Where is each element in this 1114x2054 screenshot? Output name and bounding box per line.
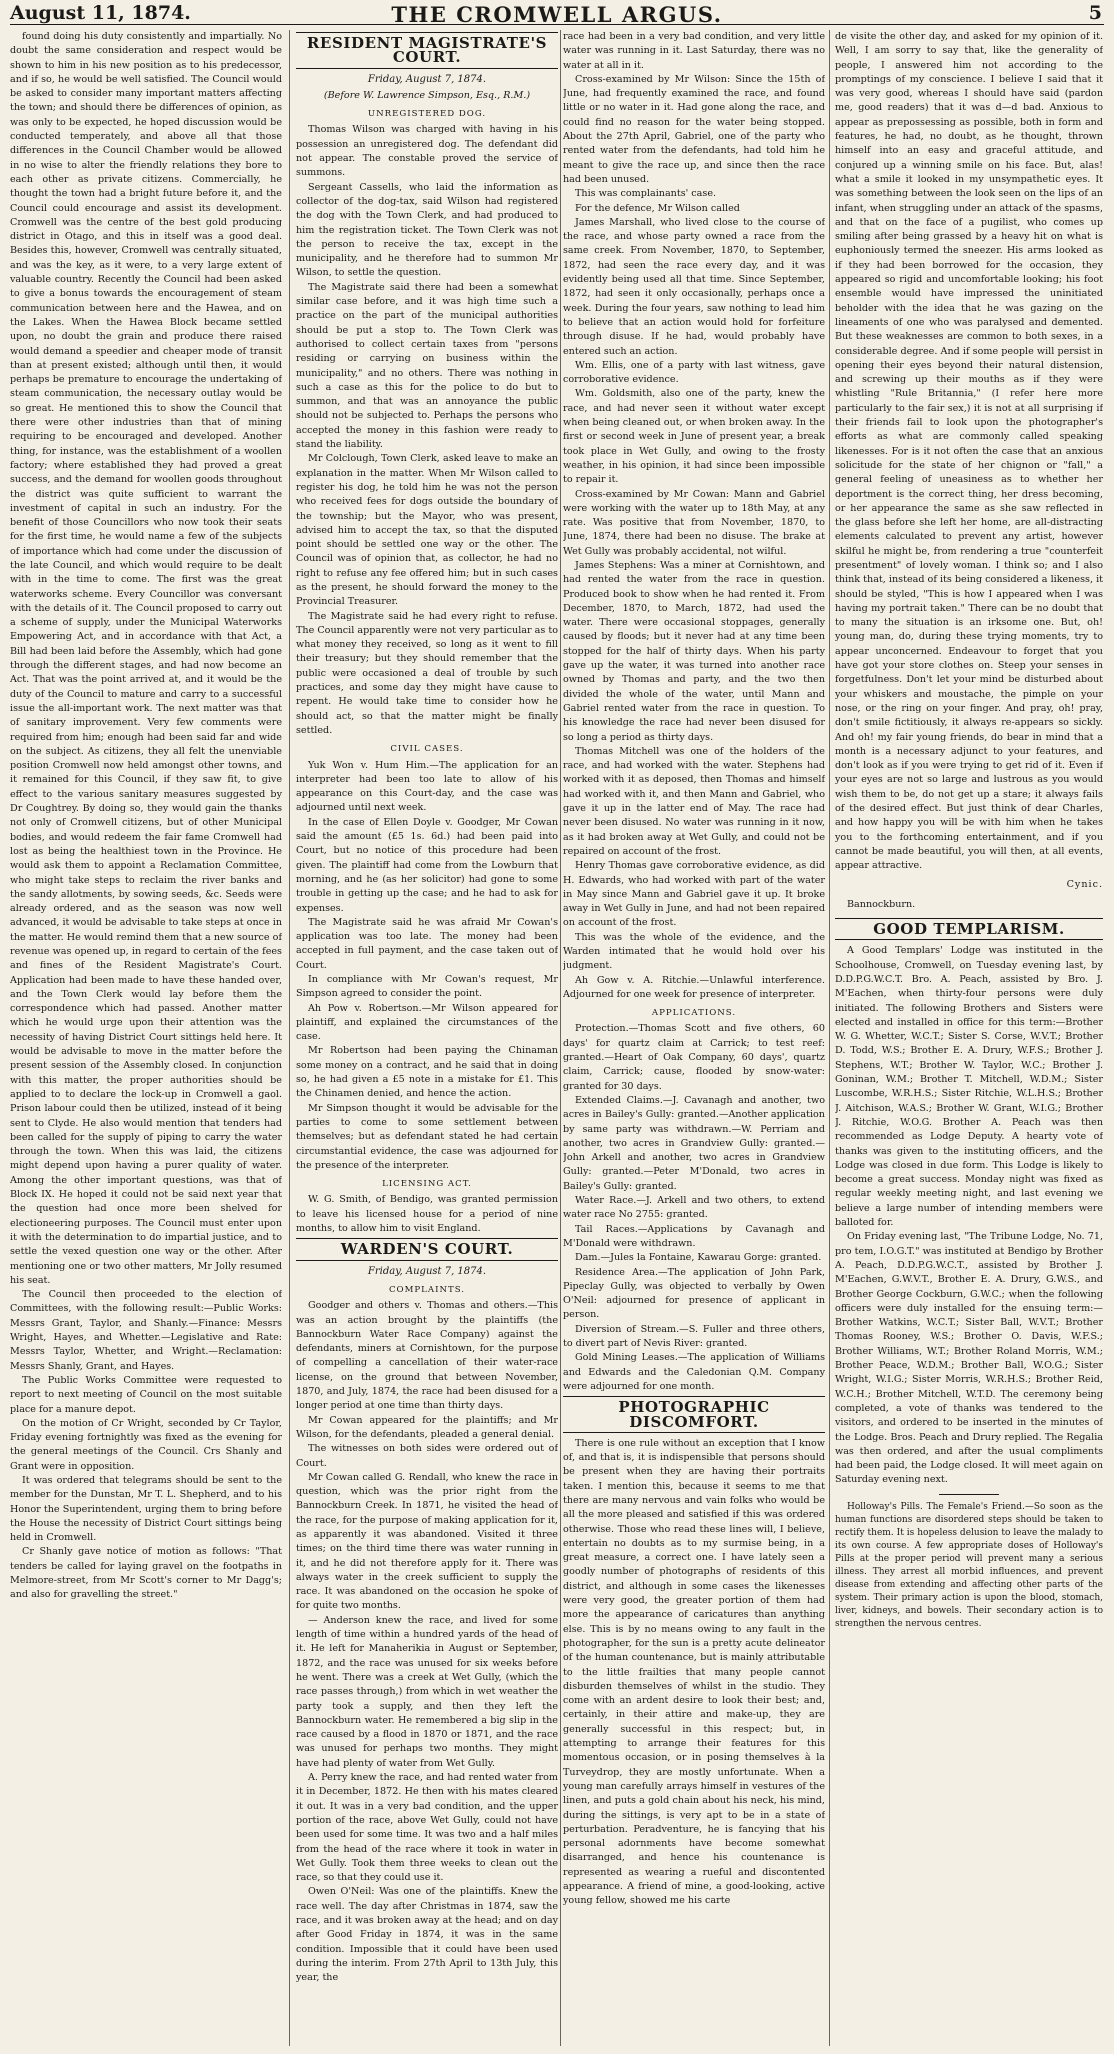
paragraph: On Friday evening last, "The Tribune Lodge, No. 71, pro tem, I.O.G.T." was instituted at Bendigo by Brother A. Peach, D.D.P.G.W.C.T., assisted by Brother J. M'Eachen, G.W.V.T., Brother E. A. Drury, G.W.S., and Brother George Cockburn, G.W.C.; when the following officers were duly installed for the ensuing term:—Brother Watkins, W.C.T.; Sister Ball, W.V.T.; Brother Thomas Rooney, W.S.; Brother O. Davis, W.F.S.; Brother Williams, W.T.; Brother Roland Morris, W.M.; Brother Peace, W.D.M.; Brother Ball, W.O.G.; Sister Wright, W.I.G.; Sister Morris, W.R.H.S.; Brother Reid, W.C.H.; Brother Mitchell, W.T.D. The ceremony being completed, a vote of thanks was tendered to the visitors, and ordered to be inserted in the minutes of the Lodge. Bros. Peach and Drury replied. The Regalia was then ordered, and after the usual compliments had been paid, the Lodge closed. It will meet again on Saturday evening next. [835,1231,1103,1486]
paragraph: Yuk Won v. Hum Him.—The application for an interpreter had been too late to allow of his appearance on this Court-day, and the case was adjourned until next week. [296,759,558,814]
paragraph: Extended Claims.—J. Cavanagh and another, two acres in Bailey's Gully: granted.—Another application by same party was withdrawn.—W. Perriam and another, two acres in Grandview Gully: granted.—John Arkell and another, two acres in Grandview Gully: granted.—Peter M'Donald, two acres in Bailey's Gully: granted. [563,1094,825,1192]
paragraph: Tail Races.—Applications by Cavanagh and M'Donald were withdrawn. [563,1223,825,1249]
column-1 [10,30,282,2046]
paragraph: Cr Shanly gave notice of motion as follows: "That tenders be called for laying gravel on the footpaths in Melmore-street, from Mr Scott's corner to Mr Dagg's; and also for gravelling the street." [10,1546,282,1601]
paragraph: Thomas Wilson was charged with having in his possession an unregistered dog. The defendant did not appear. The constable proved the service of summons. [296,124,558,179]
masthead [10,2,1104,25]
paragraph: The Public Works Committee were requested to report to next meeting of Council on the most suitable place for a manure depot. [10,1374,282,1415]
column-3 [563,30,825,2046]
paragraph: Mr Cowan called G. Rendall, who knew the race in question, which was the prior right from the Bannockburn Creek. In 1871, he visited the head of the race, for the purpose of making application for it, as apparently it was abandoned. Visited it three times; on the third time there was water running in it, and he did not therefore apply for it. There was always water in the creek sufficient to supply the race. It was abandoned on the occasion he spoke of for quite two months. [296,1471,558,1612]
paragraph: Dam.—Jules la Fontaine, Kawarau Gorge: granted. [575,1252,822,1264]
paragraph: James Stephens: Was a miner at Cornishtown, and had rented the water from the race in question. Produced book to show when he had rented it. From December, 1870, to March, 1872, had used the water. There were occasional stoppages, generally caused by floods; but it never had at any time been stopped for the half of thirty days. When his party gave up the water, it was turned into another race owned by Thomas and party, and the two then divided the whole of the water, until Mann and Gabriel rented water from the race in question. To his knowledge the race had never been disused for so long a period as thirty days. [563,559,825,743]
paragraph: Residence Area.—The application of John Park, Pipeclay Gully, was objected to verbally by Owen O'Neil: adjourned for presence of applicant in person. [563,1266,825,1321]
paragraph: In compliance with Mr Cowan's request, Mr Simpson agreed to consider the point. [296,974,558,1000]
paragraph: Ah Gow v. A. Ritchie.—Unlawful interference. Adjourned for one week for presence of interpreter. [563,974,825,1000]
paragraph: On the motion of Cr Wright, seconded by Cr Taylor, Friday evening fortnightly was fixed as the evening for the general meetings of the Council. Crs Shanly and Grant were in opposition. [10,1417,282,1472]
paragraph: — Anderson knew the race, and lived for some length of time within a hundred yards of the head of it. He left for Manaherikia in August or September, 1872, and the race was unused for six weeks before he went. There was a creek at Wet Gully, (which the race passes through,) from which in wet weather the party took a supply, and then they left the Bannockburn water. He remembered a big slip in the race caused by a flood in 1870 or 1871, and the race was unused for perhaps two months. They might have had plenty of water from Wet Gully. [296,1614,558,1769]
court-presiding: (Before W. Lawrence Simpson, Esq., R.M.) [323,89,531,101]
paragraph: James Marshall, who lived close to the course of the race, and whose party owned a race from the same creek. From November, 1870, to September, 1872, had seen the race every day, and it was evidently being used all that time. Since September, 1872, had seen it only occasionally, perhaps once a week. During the four years, saw nothing to lead him to believe that an action would hold for forfeiture through disuse. If he had, would probably have entered such an action. [563,216,825,357]
dateline: Friday, August 7, 1874. [367,1265,487,1277]
paragraph: Diversion of Stream.—S. Fuller and three others, to divert part of Nevis River: granted. [563,1323,825,1350]
section-heading: GOOD TEMPLARISM. [835,918,1103,940]
paragraph: The witnesses on both sides were ordered out of Court. [296,1443,558,1469]
paragraph: Mr Colclough, Town Clerk, asked leave to make an explanation in the matter. When Mr Wilson called to register his dog, he told him he was not the person who received fees for dogs outside the boundary of the township; but the Mayor, who was present, advised him to accept the tax, so that the disputed point should be settled one way or the other. The Council was of opinion that, as collector, he had no right to refuse any fee offered him; but in such cases as the present, he should forward the money to the Provincial Treasurer. [296,453,558,608]
divider [939,1494,999,1495]
paragraph: There is one rule without an exception that I know of, and that is, it is indispensible that persons should be present when they are having their portraits taken. I mention this, because it seems to me that there are many nervous and vain folks who would be all the more pleased and satisfied if this was ordered otherwise. Those who read these lines will, I believe, entertain no doubts as to my surmise being, in a great measure, a correct one. I have lately seen a goodly number of photographs of residents of this district, and although in some cases the likenesses were very good, the greater portion of them had more the appearance of caricatures than anything else. This is by no means owing to any fault in the photographer, for the sun is a pretty acute delineator of the human countenance, but is mainly attributable to the little frailties that many people cannot disburden themselves of whilst in the studio. They come with an ardent desire to look their best; and, certainly, in their attire and make-up, they are generally successful in this respect; but, in attempting to arrange their features for this momentous occasion, or in posing themselves à la Turveydrop, they are mostly unfortunate. When a young man carefully arrays himself in vestures of the linen, and puts a gold chain about his neck, his mind, during the sittings, is very apt to be in a state of perturbation. Peradventure, he is fancying that his personal adornments have become somewhat disarranged, and hence his countenance is represented as wearing a rueful and discontented appearance. A friend of mine, a good-looking, active young fellow, showed me his carte [563,1437,825,1907]
paragraph: The Magistrate said he was afraid Mr Cowan's application was too late. The money had been accepted in full payment, and the case taken out of Court. [296,916,558,971]
paragraph: Ah Pow v. Robertson.—Mr Wilson appeared for plaintiff, and explained the circumstances of the case. [296,1002,558,1043]
subheading: APPLICATIONS. [651,1008,737,1019]
subheading: UNREGISTERED DOG. [367,109,487,120]
paragraph: The Magistrate said there had been a somewhat similar case before, and it was high time such a practice on the part of the municipal authorities should be put a stop to. The Town Clerk was authorised to collect certain taxes from "persons residing or carrying on business within the municipality," and no others. There was nothing in such a case as this for the police to do but to summon, and that was an annoyance the public should not be subjected to. Perhaps the persons who accepted the money in this fashion were ready to stand the liability. [296,281,558,451]
paragraph: A. Perry knew the race, and had rented water from it in December, 1872. He then with his mates cleared it out. It was in a very bad condition, and the upper portion of the race, above Wet Gully, could not have been used for some time. It was two and a half miles from the head of the race where it took in water in Wet Gully. Took them three weeks to clean out the race, so that they could use it. [296,1772,558,1884]
paragraph: This was complainants' case. [575,188,717,200]
column-rule [289,30,290,2046]
section-heading: WARDEN'S COURT. [296,1238,558,1260]
subheading: LICENSING ACT. [382,1179,472,1190]
paragraph: Mr Simpson thought it would be advisable for the parties to come to some settlement between themselves; but as defendant stated he had certain circumstantial evidence, the case was adjourned for the presence of the interpreter. [296,1102,558,1171]
paragraph: W. G. Smith, of Bendigo, was granted permission to leave his licensed house for a period of nine months, to allow him to visit England. [296,1194,558,1235]
paragraph: The Council then proceeded to the election of Committees, with the following result:—Public Works: Messrs Grant, Taylor, and Shanly.—Finance: Messrs Wright, Hayes, and Whetter.—Legislative and Rate: Messrs Taylor, Whetter, and Wright.—Reclamation: Messrs Shanly, Grant, and Hayes. [10,1289,282,1372]
issue-date: August 11, 1874. [10,2,191,24]
paragraph: Mr Robertson had been paying the Chinaman some money on a contract, and he said that in doing so, he had given a £5 note in a mistake for £1. This the Chinamen denied, and hence the action. [296,1045,558,1100]
paragraph: Gold Mining Leases.—The application of Williams and Edwards and the Caledonian Q.M. Company were adjourned for one month. [563,1352,825,1392]
paragraph: Goodger and others v. Thomas and others.—This was an action brought by the plaintiffs (the Bannockburn Water Race Company) against the defendants, miners at Cornishtown, for the purpose of compelling a cancellation of their water-race license, on the ground that between November, 1870, and July, 1874, the race had been disused for a longer period at one time than thirty days. [296,1300,558,1412]
newspaper-title: THE CROMWELL ARGUS. [391,2,723,27]
dateline-place: Bannockburn. [847,898,916,910]
paragraph: The Magistrate said he had every right to refuse. The Council apparently were not very particular as to what money they received, so long as it went to fill their treasury; but they should remember that the public were occasioned a deal of trouble by such practices, and some day they might have cause to repent. He would take time to consider how he should act, so that the matter might be finally settled. [296,610,558,736]
section-heading: PHOTOGRAPHIC DISCOMFORT. [563,1396,825,1433]
paragraph: It was ordered that telegrams should be sent to the member for the Dunstan, Mr T. L. Shepherd, and to his Honor the Superintendent, urging them to bring before the House the necessity of District Court sittings being held in Cromwell. [10,1474,282,1544]
paragraph: Owen O'Neil: Was one of the plaintiffs. Knew the race well. The day after Christmas in 1874, saw the race, and it was broken away at the head; and on day after Good Friday in 1874, it was in the same condition. Impossible that it could have been used during the interim. From 27th April to 13th July, this year, the [296,1886,558,1984]
paragraph: Sergeant Cassells, who laid the information as collector of the dog-tax, said Wilson had registered the dog with the Town Clerk, and had produced to him the registration ticket. The Town Clerk was not the person to receive the tax, except in the municipality, and he therefore had to summon Mr Wilson, to settle the question. [296,181,558,279]
subheading: COMPLAINTS. [388,1284,466,1295]
advertisement: Holloway's Pills. The Female's Friend.—So soon as the human functions are disordered steps should be taken to rectify them. It is hopeless delusion to leave the malady to its own course. A few appropriate doses of Holloway's Pills at the proper period will prevent many a serious illness. They arrest all morbid influences, and prevent disease from extending and affecting other parts of the system. Their primary action is upon the blood, stomach, liver, kidneys, and bowels. Their secondary action is to strengthen the nervous centres. [835,1501,1103,1629]
paragraph: A Good Templars' Lodge was instituted in the Schoolhouse, Cromwell, on Tuesday evening last, by D.D.P.G.W.C.T. Bro. A. Peach, assisted by Bro. J. M'Eachen, when thirty-four persons were duly initiated. The following Brothers and Sisters were elected and installed in office for this term:—Brother W. G. Whetter, W.C.T.; Sister S. Corse, W.V.T.; Brother D. Todd, W.S.; Brother E. A. Drury, W.F.S.; Brother J. Stephens, W.T.; Brother W. Taylor, W.C.; Brother J. Goninan, W.M.; Brother T. Mitchell, W.D.M.; Sister Luscombe, W.R.H.S.; Sister Ritchie, W.L.H.S.; Brother J. Aitchison, W.A.S.; Brother W. Grant, W.I.G.; Brother J. Ritchie, W.O.G. Brother A. Peach was then recommended as Lodge Deputy. A hearty vote of thanks was given to the instituting officers, and the Lodge was closed in due form. This Lodge is likely to become a great success. Monday night was fixed as regular weekly meeting night, and last evening we believe a large number of intending members were balloted for. [835,945,1103,1229]
paragraph: Wm. Goldsmith, also one of the party, knew the race, and had never seen it without water except when being cleaned out, or when broken away. In the first or second week in June of present year, a break took place in Wet Gully, and owing to the frosty weather, in his opinion, it had since been impossible to repair it. [563,388,825,486]
paragraph: Thomas Mitchell was one of the holders of the race, and had worked with the water. Stephens had worked with it as deposed, then Thomas and himself had worked with it, and then Mann and Gabriel, who gave it up in the latter end of May. The race had never been disused. No water was running in it now, as it had broken away at Wet Gully, and could not be repaired on account of the frost. [563,745,825,857]
column-4 [835,30,1103,2046]
column-2 [296,30,558,2046]
paragraph: race had been in a very bad condition, and very little water was running in it. Last Saturday, there was no water at all in it. [563,31,825,71]
paragraph: Mr Cowan appeared for the plaintiffs; and Mr Wilson, for the defendants, pleaded a general denial. [296,1414,558,1440]
paragraph: This was the whole of the evidence, and the Warden intimated that he would hold over his judgment. [563,931,825,972]
section-heading: RESIDENT MAGISTRATE'S COURT. [296,32,558,69]
paragraph: de visite the other day, and asked for my opinion of it. Well, I am sorry to say that, like the generality of people, I answered him not according to the promptings of my conscience. I believe I said that it was very good, whereas I should have said (pardon me, good readers) that it was d—d bad. Anxious to appear as prepossessing as possible, both in form and features, he had, no doubt, as he thought, thrown himself into an easy and graceful attitude, and conjured up a winning smile on his face. But, alas! what a smile it looked in my unsympathetic eyes. It was something between the look seen on the lips of an infant, when struggling under an attack of the spasms, and that on the face of a pugilist, who comes up smiling after being grassed by a heavy hit on what is euphoniously termed the sneezer. His arms looked as if they had been borrowed for the occasion, they appeared so rigid and uncomfortable looking; his foot ensemble would have impressed the uninitiated beholder with the idea that he was gazing on the lineaments of one who was paralysed and demented. But these weaknesses are common to both sexes, in a considerable degree. And if some people will persist in opening their eyes beyond their natural distension, and screwing up their mouths as if they were whistling "Rule Britannia," (I refer here more particularly to the fair sex,) it is not at all surprising if their friends fail to look upon the photographer's efforts as what are commonly called speaking likenesses. For is it not often the case that an anxious solicitude for the state of her chignon or "fall," a general feeling of uneasiness as to whether her deportment is the correct thing, her dress becoming, or her appearance the same as she saw reflected in the glass before she left her home, are all-distracting elements calculated to prevent any artist, however skilful he might be, from rendering a true "counterfeit presentment" of lovely woman. I think so; and I also think that, instead of its being considered a likeness, it should be styled, "This is how I appeared when I was having my portrait taken." There can be no doubt that to many the situation is an irksome one. But, oh! young man, do, during these trying moments, try to appear unconcerned. Endeavour to forget that you have got your store clothes on. Steep your senses in forgetfulness. Don't let your mind be disturbed about your whiskers and moustache, the pimple on your nose, or the ring on your finger. And pray, oh! pray, don't smile fictitiously, it always re-appears so sickly. And oh! my fair young friends, do bear in mind that a month is a necessary adjunct to your features, and don't look as if you were trying to get rid of it. Even if your eyes are not so large and lustrous as you would wish them to be, do not get up a stare; it always fails of the desired effect. But just think of dear Charles, and how happy you will be with him when he takes you to the forthcoming entertainment, and if you cannot be made beautiful, you will then, at all events, appear attractive. [835,31,1103,872]
subheading: CIVIL CASES. [390,744,464,755]
paragraph: In the case of Ellen Doyle v. Goodger, Mr Cowan said the amount (£5 1s. 6d.) had been paid into Court, but no notice of this procedure had been given. The plaintiff had come from the Lowburn that morning, and he (as her solicitor) had gone to some trouble in getting up the case; and he had to ask for expenses. [296,816,558,914]
paragraph: Protection.—Thomas Scott and five others, 60 days' for quartz claim at Carrick; to test reef: granted.—Heart of Oak Company, 60 days', quartz claim, Carrick; cause, flooded by snow-water: granted for 30 days. [563,1023,825,1092]
paragraph: For the defence, Mr Wilson called [575,202,740,214]
author-signature: Cynic. [1066,878,1103,890]
paragraph: Cross-examined by Mr Wilson: Since the 15th of June, had frequently examined the race, and found little or no water in it. Had gone along the race, and could find no reason for the water being stopped. About the 27th April, Gabriel, one of the party who rented water from the defendants, had told him he meant to give the race up, and since then the race had been unused. [563,73,825,185]
paragraph: Cross-examined by Mr Cowan: Mann and Gabriel were working with the water up to 18th May, at any rate. Was positive that from November, 1870, to June, 1874, there had been no disuse. The brake at Wet Gully was probably accidental, not wilful. [563,488,825,557]
paragraph: Wm. Ellis, one of a party with last witness, gave corroborative evidence. [563,359,825,386]
column-rule [829,30,830,2046]
paragraph: found doing his duty consistently and impartially. No doubt the same consideration and respect would be shown to him in his new position as to his predecessor, and if so, he would be well satisfied. The Council would be asked to consider many important matters affecting the town; and should there be differences of opinion, as was only to be expected, he hoped discussion would be conducted temperately, and above all that those differences in the Council Chamber would be allowed in no wise to alter the friendly relations they bore to each other as private citizens. Commercially, he thought the town had a bright future before it, and the Council could encourage and assist its development. Cromwell was the centre of the best gold producing district in Otago, and this in itself was a good deal. Besides this, however, Cromwell was centrally situated, and was the key, as it were, to a very large extent of valuable country. Recently the Council had been asked to give a bonus towards the encouragement of steam communication between here and the Hawea, and on the Lakes. When the Hawea Block became settled upon, no doubt the grain and produce there raised would demand a speedier and cheaper mode of transit than at present existed; although until then, it would perhaps be premature to encourage the undertaking of steam communication, the necessary outlay would be so great. He mentioned this to show the Council that there were other industries than that of mining requiring to be encouraged and developed. Another thing, for instance, was the establishment of a woollen factory; where established they had proved a great success, and the demand for woollen goods throughout the district was quite sufficient to warrant the investment of capital in such an industry. For the benefit of those Councillors who now took their seats for the first time, he would name a few of the subjects of importance which had come under the discussion of the late Council, and which would require to be dealt with in the time to come. The first was the great waterworks scheme. Every Councillor was conversant with the details of it. The Council proposed to carry out a scheme of supply, under the Municipal Waterworks Empowering Act, and in accordance with that Act, a Bill had been laid before the Assembly, which had gone through the different stages, and had now become an Act. That was the point arrived at, and it would be the duty of the Council to mature and carry to a successful issue the all-important work. The next matter was that of sanitary improvement. Very few comments were required from him; enough had been said far and wide on the subject. As citizens, they all felt the unenviable position Cromwell now held amongst other towns, and it remained for this Council, if they saw fit, to give effect to the various sanitary measures suggested by Dr Coughtrey. By doing so, they would gain the thanks not only of Cromwell citizens, but of other Municipal bodies, and would redeem the fair fame Cromwell had lost as being the healthiest town in the Province. He would ask them to appoint a Reclamation Committee, who might take steps to reclaim the river banks and the sandy allotments, by sowing seeds, &c. Seeds were already ordered, and as the season was now well advanced, it would be advisable to take steps at once in the matter. He would remind them that a new source of revenue was opened up, in regard to certain of the fees and fines of the Resident Magistrate's Court. Application had been made to have these handed over, and the Town Clerk would lay before them the correspondence which had passed. Another matter which he would urge upon their attention was the necessity of having District Court sittings held here. It would be advisable to move in the matter before the present session of the Assembly closed. In conjunction with this matter, the proper authorities should be applied to to declare the lock-up in Cromwell a gaol. Prison labour could then be utilized, instead of it being sent to Clyde. He also would mention that tenders had been called for the supply of piping to carry the water through the town. When this was laid, the citizens might depend upon having a purer quality of water. Among the other important questions, was that of Block IX. He hoped it could not be said next year that the question had once more been shelved for electioneering purposes. The Council must enter upon it with the determination to do impartial justice, and to settle the vexed question one way or the other. After mentioning one or two other matters, Mr Jolly resumed his seat. [10,31,282,1286]
paragraph: Water Race.—J. Arkell and two others, to extend water race No 2755: granted. [563,1195,825,1221]
page-number: 5 [1088,2,1102,24]
dateline: Friday, August 7, 1874. [367,73,487,85]
column-rule [560,30,561,2046]
paragraph: Henry Thomas gave corroborative evidence, as did H. Edwards, who had worked with part of the water in May since Mann and Gabriel gave it up. It broke away in Wet Gully in June, and had not been repaired on account of the frost. [563,860,825,929]
